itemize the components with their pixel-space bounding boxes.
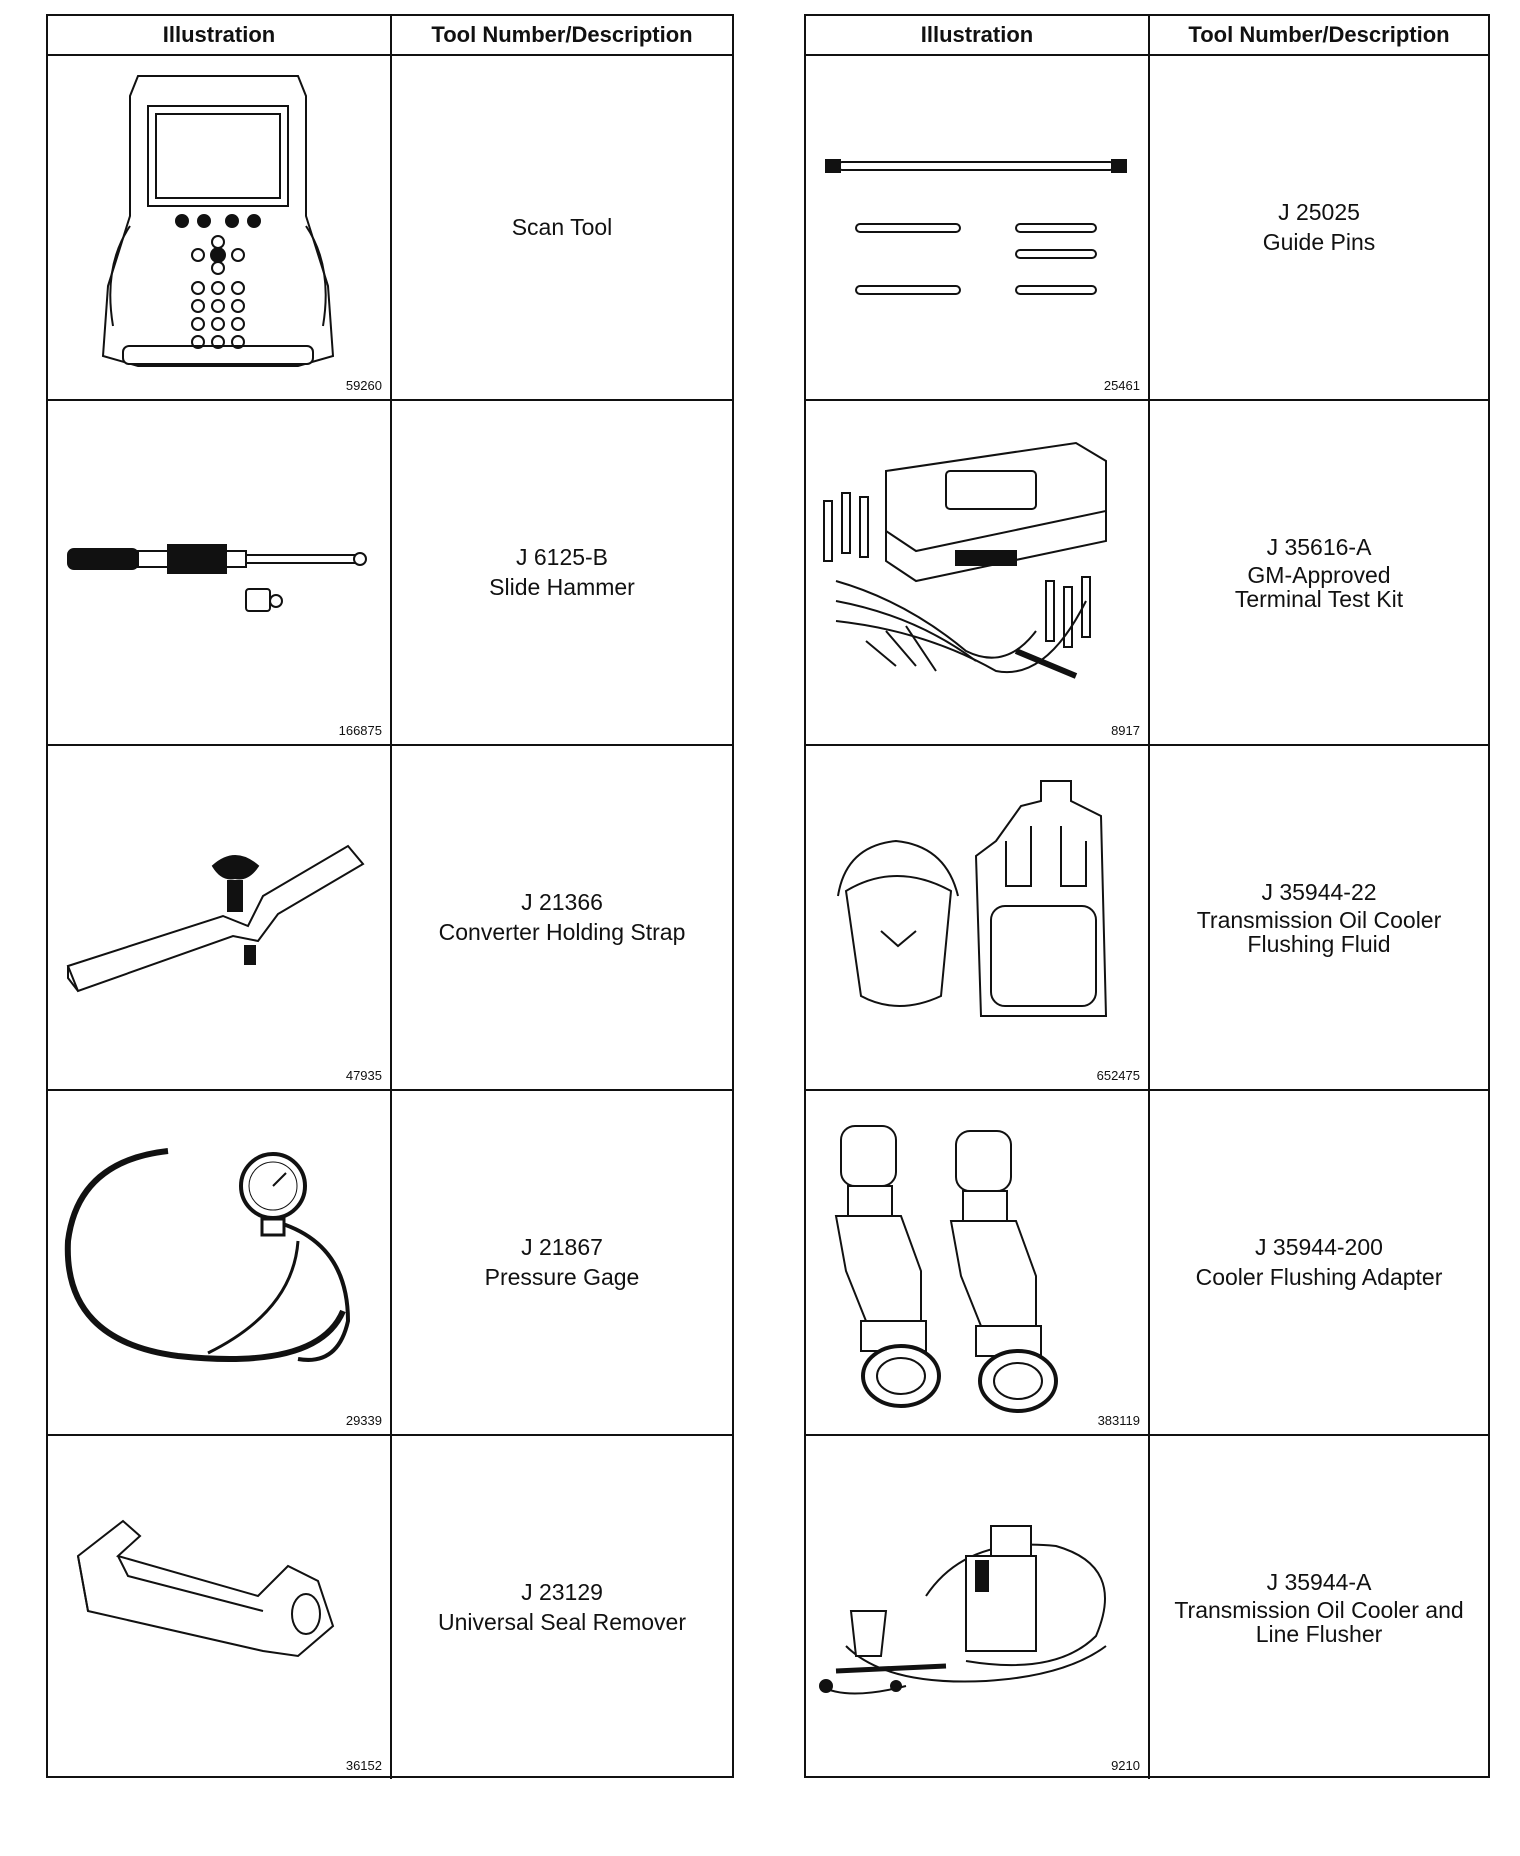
table-row [806, 1436, 1488, 1779]
table-row [48, 1436, 732, 1779]
header-illustration: Illustration [806, 16, 1150, 54]
scan-tool-illustration [48, 56, 390, 399]
illustration-cell [806, 401, 1150, 744]
table-row [48, 1091, 732, 1436]
tool-number: J 23129 [521, 1578, 603, 1605]
slide-hammer-illustration [48, 401, 390, 744]
tool-name: Scan Tool [511, 213, 613, 240]
tool-description [392, 401, 732, 744]
tool-name: Pressure Gage [484, 1263, 640, 1290]
tool-name: Transmission Oil Cooler [1196, 907, 1442, 934]
holding-strap-illustration [48, 746, 390, 1089]
tool-name-line2: Line Flusher [1255, 1621, 1383, 1648]
tool-name: Slide Hammer [489, 573, 635, 600]
guide-pins-illustration [806, 56, 1148, 399]
tool-description [1150, 746, 1488, 1089]
figure-number: 9210 [1111, 1758, 1140, 1773]
table-row [48, 56, 732, 401]
figure-number: 29339 [345, 1413, 382, 1428]
tool-description [392, 1436, 732, 1779]
figure-number: 8917 [1111, 723, 1140, 738]
test-kit-illustration [806, 401, 1148, 744]
illustration-cell [48, 746, 392, 1089]
tool-name-line2: Terminal Test Kit [1234, 586, 1404, 613]
tool-number: J 35616-A [1266, 534, 1372, 561]
illustration-cell [806, 746, 1150, 1089]
header-tool-number: Tool Number/Description [1188, 22, 1450, 47]
table-row [48, 401, 732, 746]
table-header [48, 16, 732, 56]
tool-number: J 25025 [1278, 198, 1360, 225]
tool-name: Converter Holding Strap [438, 918, 686, 945]
tool-table-left [46, 14, 734, 1778]
table-row [806, 401, 1488, 746]
pressure-gage-illustration [48, 1091, 390, 1434]
table-row [806, 56, 1488, 401]
header-illustration: Illustration [48, 16, 392, 54]
table-row [48, 746, 732, 1091]
tool-table-right [804, 14, 1490, 1778]
tool-description [1150, 1436, 1488, 1779]
tool-description [392, 56, 732, 399]
figure-number: 25461 [1103, 378, 1140, 393]
tool-number: J 21867 [521, 1233, 603, 1260]
figure-number: 47935 [345, 1068, 382, 1083]
illustration-cell [48, 56, 392, 399]
table-row [806, 1091, 1488, 1436]
tool-number: J 35944-200 [1255, 1233, 1383, 1260]
tool-number: J 35944-22 [1261, 879, 1377, 906]
illustration-cell [806, 1091, 1150, 1434]
header-tool-number: Tool Number/Description [431, 22, 693, 47]
tool-number: J 35944-A [1266, 1569, 1372, 1596]
seal-remover-illustration [48, 1436, 390, 1779]
tool-description [392, 746, 732, 1089]
figure-number: 36152 [345, 1758, 382, 1773]
figure-number: 166875 [338, 723, 382, 738]
illustration-cell [48, 1436, 392, 1779]
tool-name: Cooler Flushing Adapter [1195, 1263, 1443, 1290]
flushing-fluid-illustration [806, 746, 1148, 1089]
line-flusher-illustration [806, 1436, 1148, 1779]
tool-name: GM-Approved [1247, 562, 1391, 589]
tool-description [1150, 401, 1488, 744]
figure-number: 59260 [345, 378, 382, 393]
figure-number: 652475 [1096, 1068, 1140, 1083]
illustration-cell [806, 56, 1150, 399]
table-header [806, 16, 1488, 56]
illustration-cell [806, 1436, 1150, 1779]
illustration-cell [48, 1091, 392, 1434]
tool-name: Guide Pins [1262, 228, 1376, 255]
tool-name: Universal Seal Remover [438, 1608, 686, 1635]
tool-description [1150, 56, 1488, 399]
tool-number: J 6125-B [515, 543, 609, 570]
tool-number: J 21366 [521, 888, 603, 915]
table-row [806, 746, 1488, 1091]
flushing-adapter-illustration [806, 1091, 1148, 1434]
tool-name-line2: Flushing Fluid [1247, 931, 1391, 958]
tool-name: Transmission Oil Cooler and [1174, 1597, 1464, 1624]
figure-number: 383119 [1097, 1413, 1140, 1428]
tool-description [1150, 1091, 1488, 1434]
tool-description [392, 1091, 732, 1434]
illustration-cell [48, 401, 392, 744]
